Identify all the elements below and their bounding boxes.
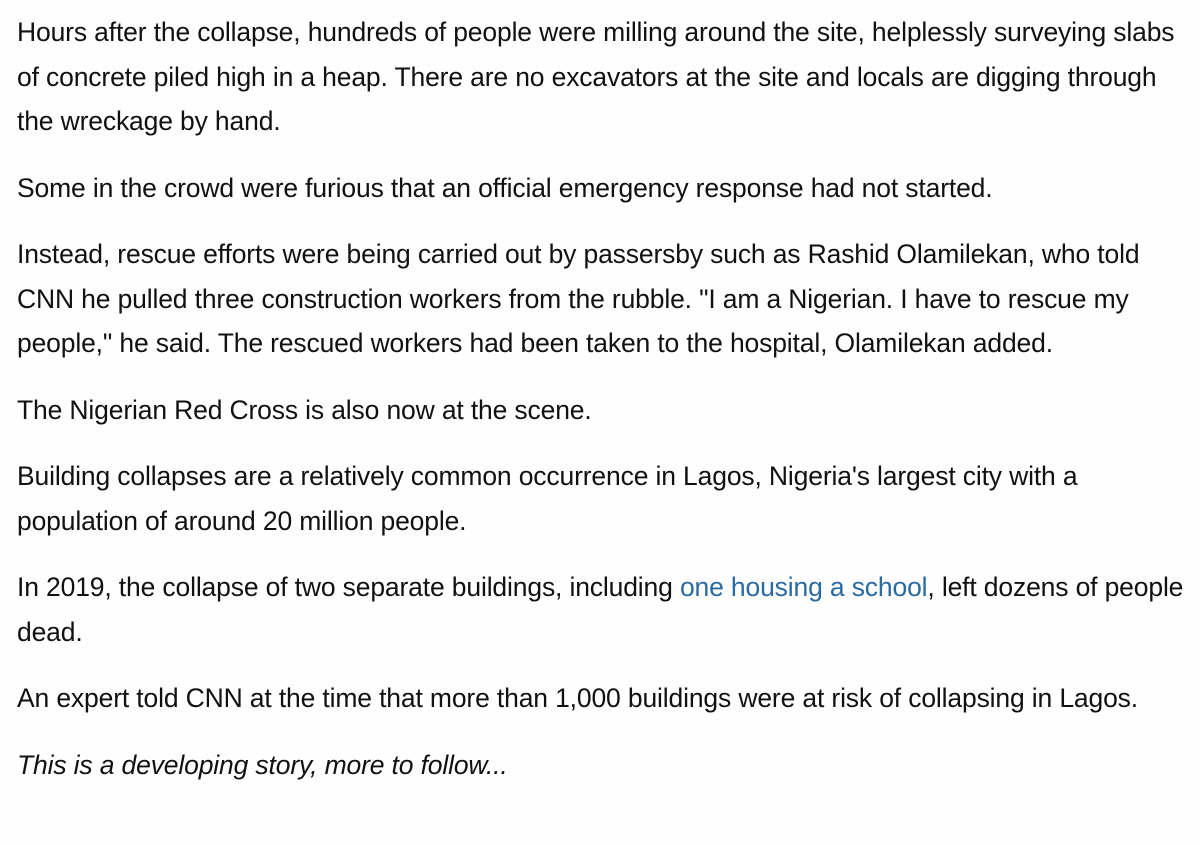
paragraph-expert-warning: An expert told CNN at the time that more than 1,000 buildings were at risk of collapsing in Lagos. <box>17 683 1138 713</box>
paragraph-red-cross: The Nigerian Red Cross is also now at the scene. <box>17 394 592 425</box>
paragraph-collapse-aftermath: Hours after the collapse, hundreds of people were milling around the site, helplessly surveying slabs of concrete piled high in a heap. There are no excavators at the site and locals are digging through the wreckage by hand. <box>17 17 1175 136</box>
school-collapse-link[interactable]: one housing a school <box>679 572 928 602</box>
paragraph-rescue-efforts: Instead, rescue efforts were being carried out by passersby such as Rashid Olamilekan, who told CNN he pulled three construction workers from the rubble. "I am a Nigerian. I have to rescue my people," he said. The rescued workers had been taken to the hospital, Olamilekan added. <box>17 239 1140 358</box>
article-body <box>17 10 1187 809</box>
paragraph-text-before-link: In 2019, the collapse of two separate buildings, including <box>17 572 680 602</box>
paragraph-text-after-link: , left dozens of people dead. <box>17 572 1184 647</box>
developing-story-note: This is a developing story, more to follow... <box>17 749 508 780</box>
paragraph-crowd-fury: Some in the crowd were furious that an official emergency response had not started. <box>17 172 993 203</box>
paragraph-2019-collapse <box>17 565 1187 654</box>
paragraph-collapse-frequency: Building collapses are a relatively common occurrence in Lagos, Nigeria's largest city with a population of around 20 million people. <box>17 461 1078 536</box>
